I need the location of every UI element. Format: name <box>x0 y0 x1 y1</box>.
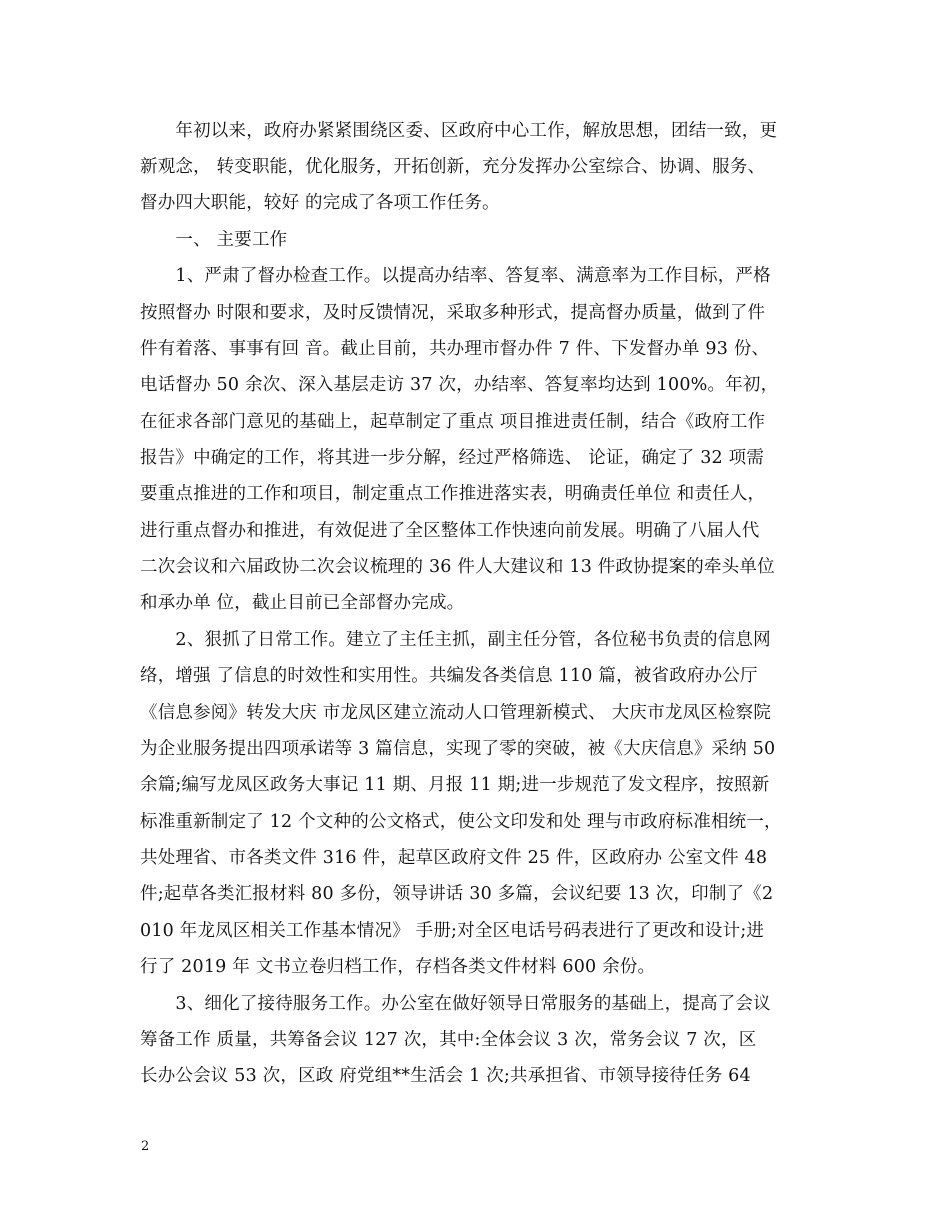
text-line: 余篇;编写龙凤区政务大事记 11 期、月报 11 期;进一步规范了发文程序，按照新 <box>140 775 770 795</box>
text-line: 010 年龙凤区相关工作基本情况》 手册;对全区电话号码表进行了更改和设计;进 <box>140 921 765 941</box>
text-line: 在征求各部门意见的基础上，起草制定了重点 项目推进责任制，结合《政府工作 <box>140 412 766 432</box>
text-line: 2、狠抓了日常工作。建立了主任主抓，副主任分管，各位秘书负责的信息网 <box>140 630 771 650</box>
text-line: 二次会议和六届政协二次会议梳理的 36 件人大建议和 13 件政协提案的牵头单位 <box>140 557 775 577</box>
text-line: 件有着落、事事有回 音。截止目前，共办理市督办件 7 件、下发督办单 93 份、 <box>140 339 770 359</box>
text-line: 按照督办 时限和要求，及时反馈情况，采取多种形式，提高督办质量，做到了件 <box>140 303 766 323</box>
text-line: 报告》中确定的工作，将其进一步分解，经过严格筛选、 论证，确定了 32 项需 <box>140 448 765 468</box>
text-line: 筹备工作 质量，共筹备会议 127 次，其中:全体会议 3 次，常务会议 7 次，区 <box>140 1030 757 1050</box>
text-line: 长办公会议 53 次，区政 府党组**生活会 1 次;共承担省、市领导接待任务 64 <box>140 1066 751 1086</box>
text-line: 标准重新制定了 12 个文种的公文格式，使公文印发和处 理与市政府标准相统一， <box>140 812 782 832</box>
text-line: 要重点推进的工作和项目，制定重点工作推进落实表，明确责任单位 和责任人， <box>140 484 766 504</box>
text-line: 《信息参阅》转发大庆 市龙凤区建立流动人口管理新模式、 大庆市龙凤区检察院 <box>140 703 772 723</box>
text-line: 络，增强 了信息的时效性和实用性。共编发各类信息 110 篇，被省政府办公厅 <box>140 666 758 686</box>
text-line: 3、细化了接待服务工作。办公室在做好领导日常服务的基础上，提高了会议 <box>140 994 771 1014</box>
text-line: 年初以来，政府办紧紧围绕区委、区政府中心工作，解放思想，团结一致，更 <box>140 121 778 141</box>
text-line: 为企业服务提出四项承诺等 3 篇信息，实现了零的突破，被《大庆信息》采纳 50 <box>140 739 776 759</box>
text-line: 和承办单 位，截止目前已全部督办完成。 <box>140 593 465 613</box>
text-line: 电话督办 50 余次、深入基层走访 37 次，办结率、答复率均达到 100%。年初， <box>140 375 779 395</box>
section-heading: 一、 主要工作 <box>140 230 288 250</box>
text-line: 督办四大职能，较好 的完成了各项工作任务。 <box>140 193 500 213</box>
text-line: 行了 2019 年 文书立卷归档工作，存档各类文件材料 600 余份。 <box>140 957 656 977</box>
page-number: 2 <box>141 1139 150 1154</box>
text-line: 1、严肃了督办检查工作。以提高办结率、答复率、满意率为工作目标，严格 <box>140 266 771 286</box>
text-line: 件;起草各类汇报材料 80 多份，领导讲话 30 多篇，会议纪要 13 次，印制了《2 <box>140 884 774 904</box>
text-line: 共处理省、市各类文件 316 件，起草区政府文件 25 件，区政府办 公室文件 48 <box>140 848 768 868</box>
text-line: 进行重点督办和推进，有效促进了全区整体工作快速向前发展。明确了八届人代 <box>140 521 760 541</box>
text-line: 新观念， 转变职能，优化服务，开拓创新，充分发挥办公室综合、协调、服务、 <box>140 157 766 177</box>
